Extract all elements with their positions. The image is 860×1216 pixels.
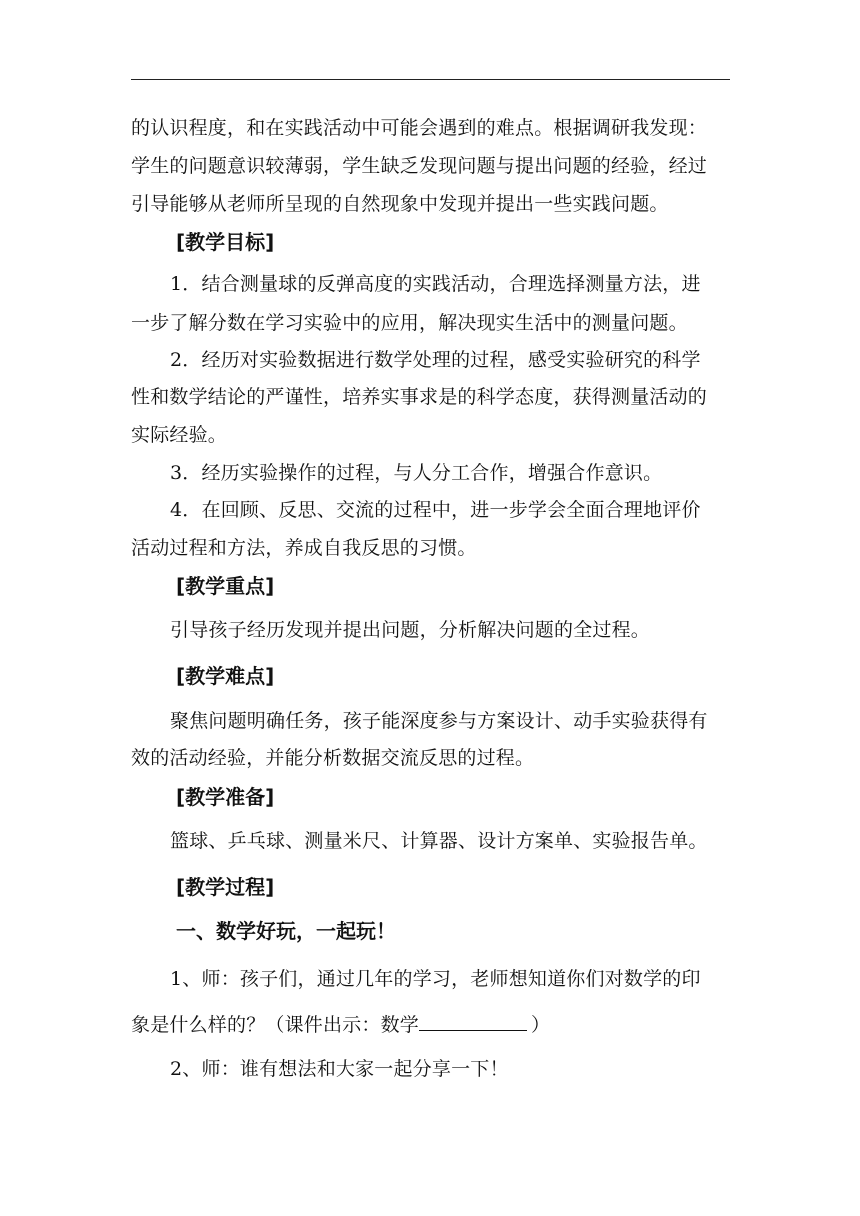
paragraph-line: 2、师：谁有想法和大家一起分享一下！ [170,1058,509,1080]
paragraph-line: 聚焦问题明确任务，孩子能深度参与方案设计、动手实验获得有 [170,710,708,732]
question-prefix: 象是什么样的？（课件出示：数学 [131,1014,420,1036]
section-heading-difficulties: [教学难点] [176,664,275,688]
paragraph-line: 性和数学结论的严谨性，培养实事求是的科学态度，获得测量活动的 [131,386,708,408]
paragraph-line: 引导孩子经历发现并提出问题，分析解决问题的全过程。 [170,619,651,641]
subsection-heading: 一、数学好玩，一起玩！ [176,919,396,943]
header-rule [131,79,730,80]
section-heading-process: [教学过程] [176,875,275,899]
section-heading-goals: [教学目标] [176,230,275,254]
paragraph-line: 1、师：孩子们，通过几年的学习，老师想知道你们对数学的印 [170,968,701,990]
paragraph-line: 1．结合测量球的反弹高度的实践活动，合理选择测量方法，进 [170,273,701,295]
paragraph-line: 效的活动经验，并能分析数据交流反思的过程。 [131,747,535,769]
fill-in-blank [419,1012,527,1031]
paragraph-line: 一步了解分数在学习实验中的应用，解决现实生活中的测量问题。 [131,312,688,334]
paragraph-line: 引导能够从老师所呈现的自然现象中发现并提出一些实践问题。 [131,193,669,215]
paragraph-line: 3．经历实验操作的过程，与人分工合作，增强合作意识。 [170,462,663,484]
question-suffix: ） [531,1014,551,1036]
paragraph-line: 实际经验。 [131,424,228,446]
paragraph-line: 4．在回顾、反思、交流的过程中，进一步学会全面合理地评价 [170,499,701,521]
section-heading-key-points: [教学重点] [176,574,275,598]
paragraph-line: 学生的问题意识较薄弱，学生缺乏发现问题与提出问题的经验，经过 [131,155,708,177]
section-heading-preparation: [教学准备] [176,785,275,809]
paragraph-line: 的认识程度，和在实践活动中可能会遇到的难点。根据调研我发现： [131,117,708,139]
paragraph-line: 2．经历对实验数据进行数学处理的过程，感受实验研究的科学 [170,349,701,371]
paragraph-line [131,1012,731,1037]
paragraph-line: 篮球、乒乓球、测量米尺、计算器、设计方案单、实验报告单。 [170,830,708,852]
paragraph-line: 活动过程和方法，养成自我反思的习惯。 [131,537,477,559]
